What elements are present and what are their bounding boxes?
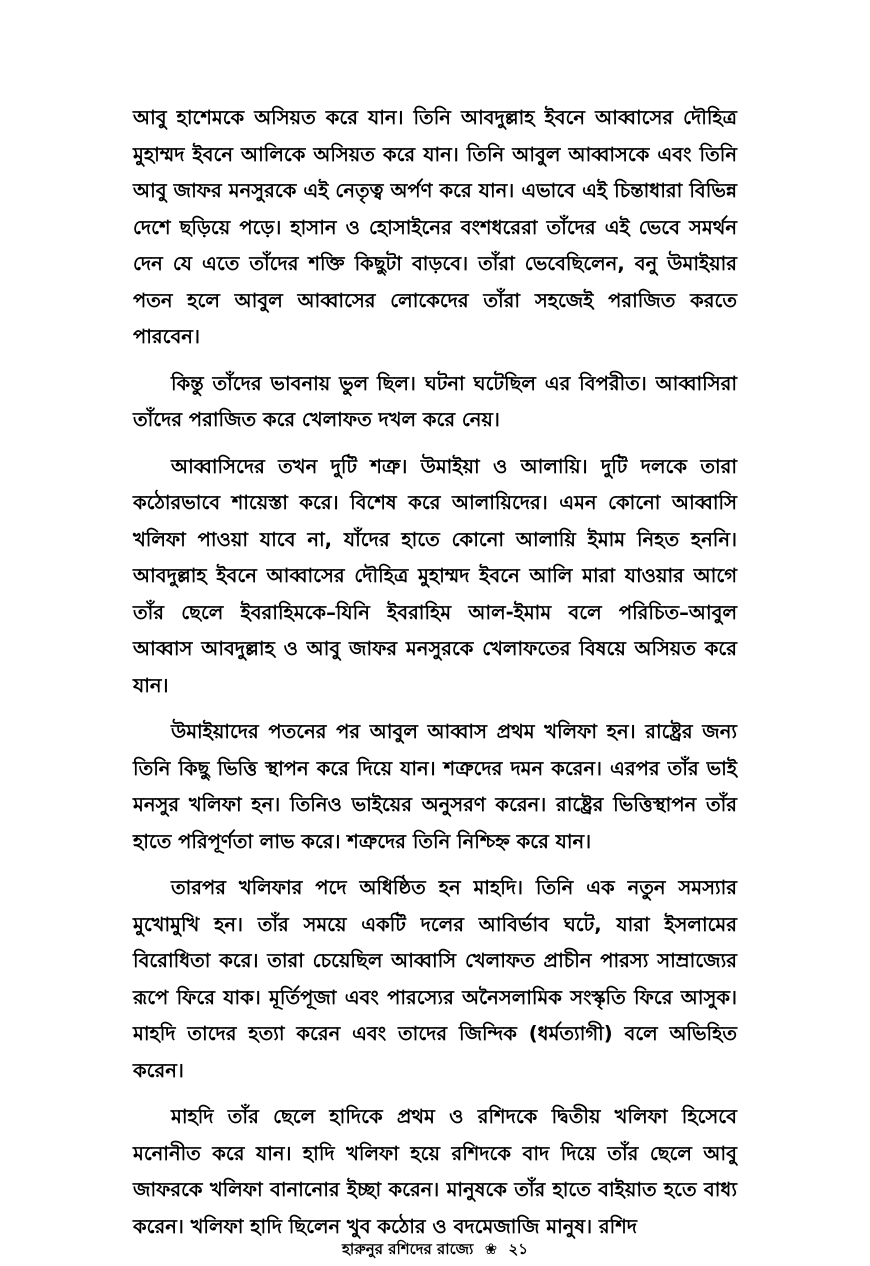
- paragraph-4: উমাইয়াদের পতনের পর আবুল আব্বাস প্রথম খলিফা হন। রাষ্ট্রের জন্য তিনি কিছু ভিত্তি স্থাপন করে দিয়ে যান। শত্রুদের দমন করেন। এরপর তাঁর ভাই মনসুর খলিফা হন। তিনিও ভাইয়ের অনুসরণ করেন। রাষ্ট্রের ভিত্তিস্থাপন তাঁর হাতে পরিপূর্ণতা লাভ করে। শত্রুদের তিনি নিশ্চিহ্ন করে যান।: [133, 720, 737, 853]
- paragraph-6: মাহদি তাঁর ছেলে হাদিকে প্রথম ও রশিদকে দ্বিতীয় খলিফা হিসেবে মনোনীত করে যান। হাদি খলিফা হয়ে রশিদকে বাদ দিয়ে তাঁর ছেলে আবু জাফরকে খলিফা বানানোর ইচ্ছা করেন। মানুষকে তাঁর হাতে বাইয়াত হতে বাধ্য করেন। খলিফা হাদি ছিলেন খুব কঠোর ও বদমেজাজি মানুষ। রশিদ: [133, 1105, 737, 1238]
- paragraph-5: তারপর খলিফার পদে অধিষ্ঠিত হন মাহদি। তিনি এক নতুন সমস্যার মুখোমুখি হন। তাঁর সময়ে একটি দলের আবির্ভাব ঘটে, যারা ইসলামের বিরোধিতা করে। তারা চেয়েছিল আব্বাসি খেলাফত প্রাচীন পারস্য সাম্রাজ্যের রূপে ফিরে যাক। মূর্তিপূজা এবং পারস্যের অনৈসলামিক সংস্কৃতি ফিরে আসুক। মাহদি তাদের হত্যা করেন এবং তাদের জিন্দিক (ধর্মত্যাগী) বলে অভিহিত করেন।: [133, 876, 737, 1082]
- page-number: ২১: [508, 1240, 528, 1258]
- page-footer: [0, 1238, 870, 1260]
- paragraph-3: আব্বাসিদের তখন দুটি শত্রু। উমাইয়া ও আলায়ি। দুটি দলকে তারা কঠোরভাবে শায়েস্তা করে। বিশেষ করে আলায়িদের। এমন কোনো আব্বাসি খলিফা পাওয়া যাবে না, যাঁদের হাতে কোনো আলায়ি ইমাম নিহত হননি। আবদুল্লাহ ইবনে আব্বাসের দৌহিত্র মুহাম্মদ ইবনে আলি মারা যাওয়ার আগে তাঁর ছেলে ইবরাহিমকে–যিনি ইবরাহিম আল-ইমাম বলে পরিচিত–আবুল আব্বাস আবদুল্লাহ ও আবু জাফর মনসুরকে খেলাফতের বিষয়ে অসিয়ত করে যান।: [133, 454, 737, 697]
- paragraph-2: কিন্তু তাঁদের ভাবনায় ভুল ছিল। ঘটনা ঘটেছিল এর বিপরীত। আব্বাসিরা তাঁদের পরাজিত করে খেলাফত দখল করে নেয়।: [133, 371, 737, 431]
- paragraph-1: আবু হাশেমকে অসিয়ত করে যান। তিনি আবদুল্লাহ ইবনে আব্বাসের দৌহিত্র মুহাম্মদ ইবনে আলিকে অসিয়ত করে যান। তিনি আবুল আব্বাসকে এবং তিনি আবু জাফর মনসুরকে এই নেতৃত্ব অর্পণ করে যান। এভাবে এই চিন্তাধারা বিভিন্ন দেশে ছড়িয়ে পড়ে। হাসান ও হোসাইনের বংশধরেরা তাঁদের এই ভেবে সমর্থন দেন যে এতে তাঁদের শক্তি কিছুটা বাড়বে। তাঁরা ভেবেছিলেন, বনু উমাইয়ার পতন হলে আবুল আব্বাসের লোকেদের তাঁরা সহজেই পরাজিত করতে পারবেন।: [133, 106, 737, 348]
- page-body: [133, 100, 737, 1255]
- flower-separator-icon: ❀: [484, 1240, 498, 1258]
- book-title: হারুনুর রশিদের রাজ্যে: [342, 1240, 474, 1258]
